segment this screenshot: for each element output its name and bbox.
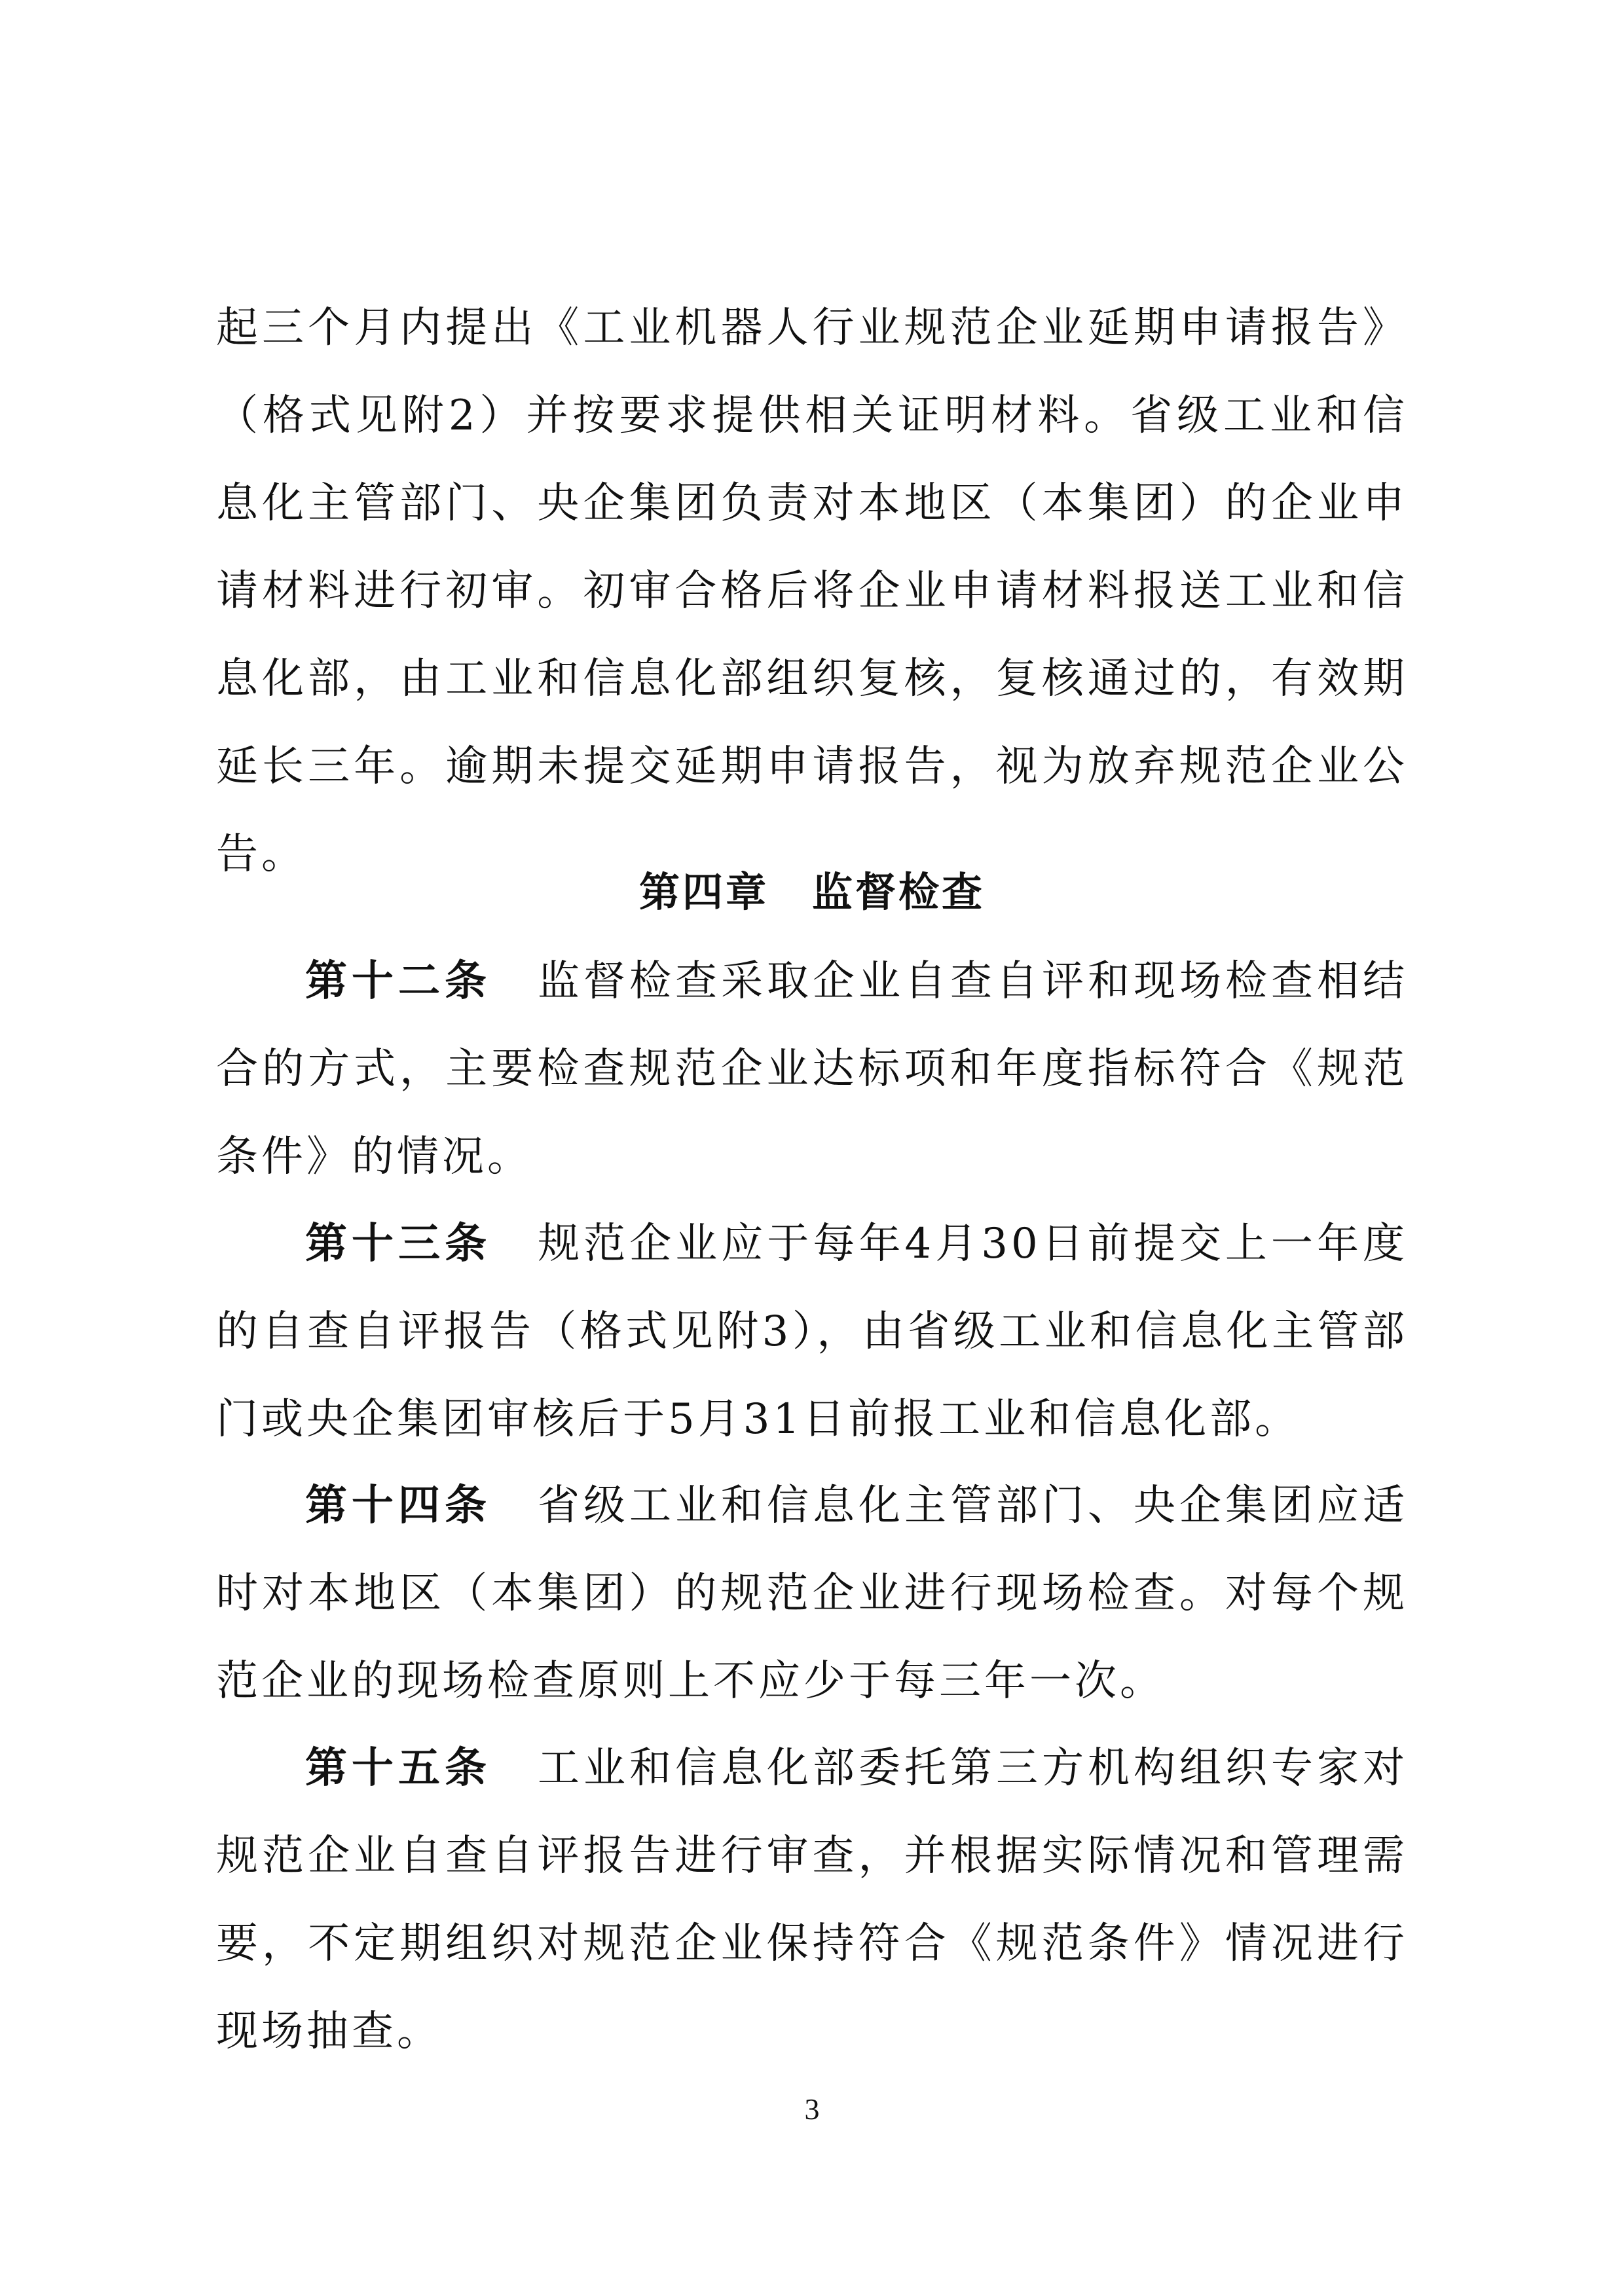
intro-paragraph: 起三个月内提出《工业机器人行业规范企业延期申请报告》（格式见附2）并按要求提供相关证明材料。省级工业和信息化主管部门、央企集团负责对本地区（本集团）的企业申请材料进行初审。初审合格后将企业申请材料报送工业和信息化部，由工业和信息化部组织复核，复核通过的，有效期延长三年。逾期未提交延期申请报告，视为放弃规范企业公告。 [216,304,1408,879]
article-13-label: 第十三条 [305,1220,492,1268]
article-12 [216,938,1408,1201]
article-14 [216,1462,1408,1725]
chapter-heading: 第四章 监督检查 [638,868,985,916]
article-15 [216,1724,1408,2075]
article-12-text: 监督检查采取企业自查自评和现场检查相结合的方式，主要检查规范企业达标项和年度指标符合《规范条件》的情况。 [216,957,1408,1181]
page-number: 3 [804,2092,820,2126]
article-15-label: 第十五条 [305,1744,491,1793]
article-14-label: 第十四条 [305,1482,491,1530]
article-13 [216,1200,1408,1463]
article-13-text: 规范企业应于每年4月30日前提交上一年度的自查自评报告（格式见附3），由省级工业和信息化主管部门或央企集团审核后于5月31日前报工业和信息化部。 [216,1220,1409,1444]
article-14-text: 省级工业和信息化主管部门、央企集团应适时对本地区（本集团）的规范企业进行现场检查。对每个规范企业的现场检查原则上不应少于每三年一次。 [216,1482,1408,1705]
article-15-text: 工业和信息化部委托第三方机构组织专家对规范企业自查自评报告进行审查，并根据实际情况和管理需要，不定期组织对规范企业保持符合《规范条件》情况进行现场抽查。 [216,1744,1408,2056]
article-12-label: 第十二条 [305,957,491,1006]
